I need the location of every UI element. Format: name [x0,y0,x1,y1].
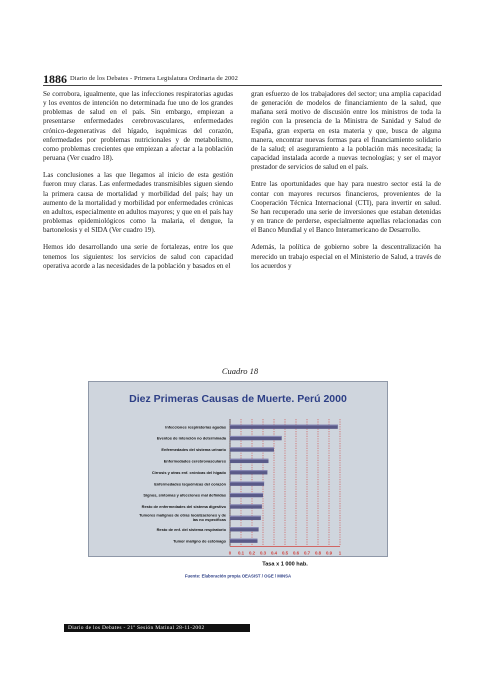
x-tick-label: 0 [228,550,232,556]
x-axis-label: Tasa x 1 000 hab. [262,561,308,568]
bar-highlight [230,447,274,448]
left-column [43,90,233,279]
bar-highlight [230,482,264,483]
header-rule [43,85,442,86]
category-label: Resto de enf. del sistema respiratorio [156,526,226,532]
chart-title: Diez Primeras Causas de Muerte. Perú 2000 [129,393,347,405]
bar-highlight [230,436,282,437]
bar-highlight [230,493,263,494]
category-label: Signos, síntomas y afecciones mal definidas [143,492,226,498]
category-label: Enfermedades isquémicas del corazón [154,481,226,487]
chart-panel [88,381,388,579]
category-label: Infecciones respiratorias agudas [165,424,226,430]
category-label: Eventos de intención no determinada [156,435,226,441]
running-head: Diario de los Debates - Primera Legislatura Ordinaria de 2002 [70,75,239,82]
category-label: Cirrosis y otras enf. crónicas del hígado [151,469,226,475]
category-label: Tumor maligno de estómago [173,538,226,544]
figure-caption: Cuadro 18 [221,366,259,376]
paragraph: Hemos ido desarrollando una serie de fortalezas, entre los que tenemos los siguientes: los servicios de salud con capacidad operativa acorde a las necesidades de la población y basados en el [43,243,233,270]
x-tick-label: 0.8 [314,550,322,556]
x-tick-label: 1 [338,550,342,556]
paragraph: Entre las oportunidades que hay para nuestro sector está la de contar con mayores recursos financieros, provenientes de la Cooperación Técnica Internacional (CTI), para invertir en salud. Se han recuperado una serie de inversiones que estaban detenidas y en trance de perderse, especialmente aquellas relacionadas con el Banco Mundial y el Banco Interamericano de Desarrollo. [251,180,441,235]
bar-highlight [230,539,258,540]
bar-highlight [230,425,338,426]
chart-source: Fuente: Elaboración propia OEASIST / OGE / MINSA [184,573,292,579]
x-tick-label: 0.9 [325,550,333,556]
category-label: Resto de enfermedades del sistema digestivo [141,504,226,510]
bar-highlight [230,504,262,505]
x-tick-label: 0.5 [281,550,289,556]
x-tick-label: 0.1 [237,550,245,556]
bar-highlight [230,527,259,528]
category-label: Tumores malignos de otras localizaciones y de las no específicas [139,512,226,523]
paragraph: Las conclusiones a las que llegamos al inicio de esta gestión fueron muy claras. Las enfermedades transmisibles siguen siendo la primera causa de mortalidad y morbilidad del país; hay un aumento de la mortalidad y morbilidad por enfermedades crónicas en adultos, especialmente en adultos mayores; y que en el país hay problemas epidemiológicos como la malaria, el dengue, la bartonelosis y el SIDA (Ver cuadro 19). [43,171,233,235]
bar-highlight [230,459,269,460]
category-label: Enfermedades del sistema urinario [161,447,226,453]
page-number: 1886 [43,72,67,86]
category-label: Enfermedades cerebrovasculares [163,458,226,464]
x-tick-label: 0.7 [303,550,311,556]
paragraph: Se corrobora, igualmente, que las infecciones respiratorias agudas y los eventos de intención no determinada fue uno de los grandes problemas de salud en el país. Sin embargo, empiezan a presentarse enfermedades cerebrovasculares, enfermedades crónico-degenerativas del hígado, isquémicas del corazón, enfermedades por problemas nutricionales y de metabolismo, como problemas crecientes que empiezan a afectar a la población peruana (Ver cuadro 18). [43,90,233,163]
right-column [251,90,441,279]
paragraph: gran esfuerzo de los trabajadores del sector; una amplia capacidad de generación de modelos de financiamiento de la salud, que mañana será motivo de discusión entre los ministros de toda la región con la presencia de la Ministra de Sanidad y Salud de España, gran experta en esta materia y que, busca de alguna manera, encontrar nuevas formas para el financiamiento solidario de la salud; el aseguramiento a la población más necesitada; la capacidad instalada acorde a nuevas tecnologías; y ser el mayor prestador de servicios de salud en el país. [251,90,441,172]
bar-highlight [230,516,261,517]
x-tick-label: 0.3 [259,550,267,556]
paragraph: Además, la política de gobierno sobre la descentralización ha merecido un trabajo especial en el Ministerio de Salud, a través de los acuerdos y [251,243,441,270]
bar-chart [89,382,387,579]
bar-highlight [230,470,267,471]
x-tick-label: 0.6 [292,550,300,556]
footer-bar: Diario de los Debates - 21º Sesión Matinal 28-11-2002 [64,624,250,632]
x-tick-label: 0.4 [270,550,278,556]
x-tick-label: 0.2 [248,550,256,556]
